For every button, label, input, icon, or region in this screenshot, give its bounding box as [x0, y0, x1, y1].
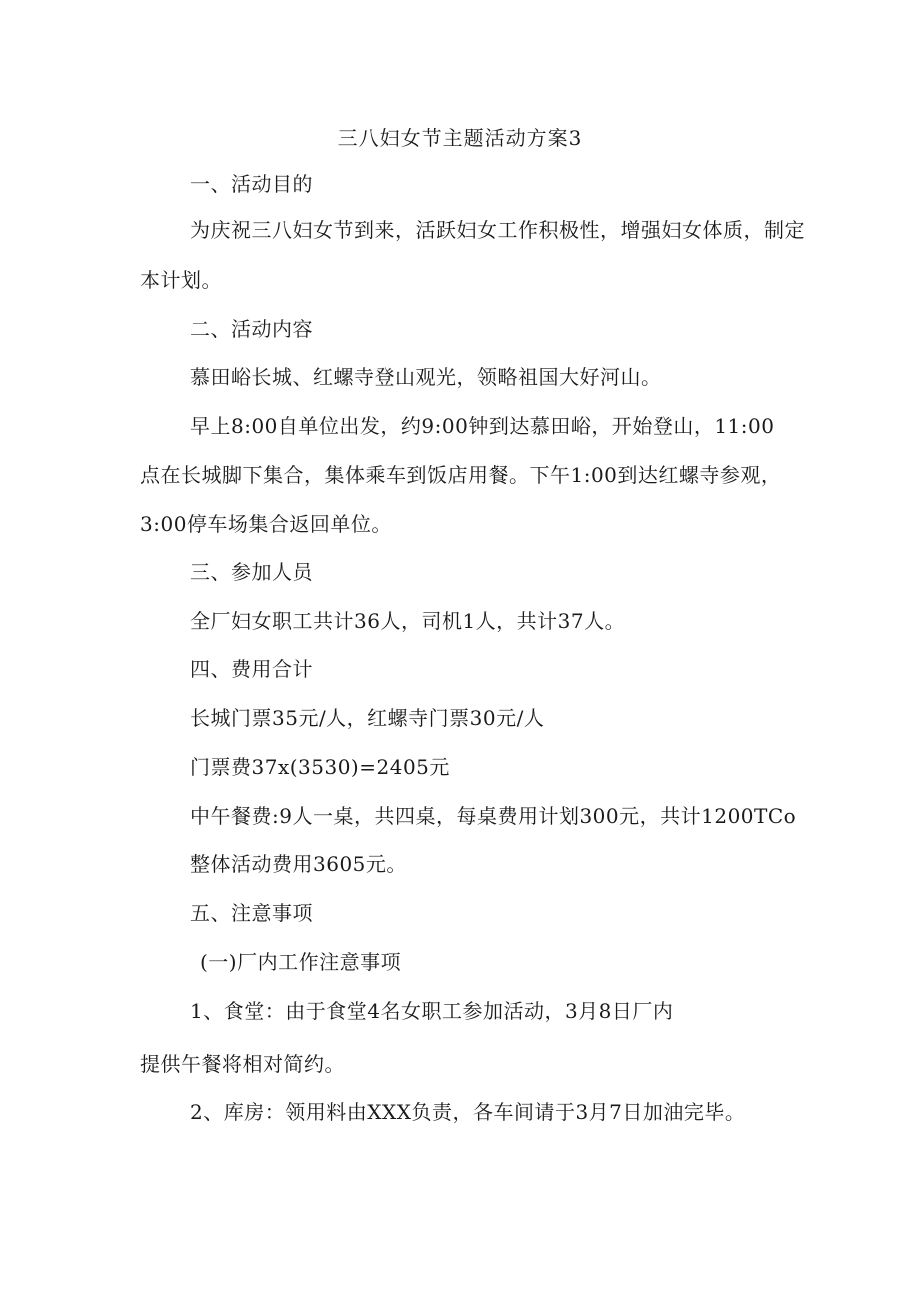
section-heading-2: 二、活动内容: [190, 317, 313, 341]
paragraph-line: 全厂妇女职工共计36人，司机1人，共计37人。: [190, 609, 626, 633]
paragraph-line: 中午餐费:9人一桌，共四桌，每桌费用计划300元，共计1200TCo: [190, 804, 797, 828]
paragraph-line: 长城门票35元/人，红螺寺门票30元/人: [190, 706, 545, 730]
paragraph-line: 提供午餐将相对简约。: [140, 1052, 345, 1076]
section-heading-5: 五、注意事项: [190, 901, 313, 925]
section-heading-4: 四、费用合计: [190, 657, 313, 681]
paragraph-line: 本计划。: [140, 268, 222, 292]
paragraph-line: 整体活动费用3605元。: [190, 852, 407, 876]
paragraph-line: 慕田峪长城、红螺寺登山观光，领略祖国大好河山。: [190, 365, 662, 389]
paragraph-line: 门票费37x(3530)=2405元: [190, 755, 450, 779]
section-heading-3: 三、参加人员: [190, 560, 313, 584]
document-title: 三八妇女节主题活动方案3: [337, 126, 583, 150]
subsection-heading: (一)厂内工作注意事项: [200, 950, 402, 974]
paragraph-line: 点在长城脚下集合，集体乘车到饭店用餐。下午1:00到达红螺寺参观，: [140, 463, 782, 487]
section-heading-1: 一、活动目的: [190, 172, 313, 196]
paragraph-line: 为庆祝三八妇女节到来，活跃妇女工作积极性，增强妇女体质，制定: [190, 218, 805, 242]
paragraph-line: 3:00停车场集合返回单位。: [140, 512, 392, 536]
paragraph-line: 早上8:00自单位出发，约9:00钟到达慕田峪，开始登山，11:00: [190, 414, 775, 438]
paragraph-line: 2、库房：领用料由XXX负责，各车间请于3月7日加油完毕。: [190, 1100, 746, 1124]
paragraph-line: 1、食堂：由于食堂4名女职工参加活动，3月8日厂内: [190, 999, 674, 1023]
